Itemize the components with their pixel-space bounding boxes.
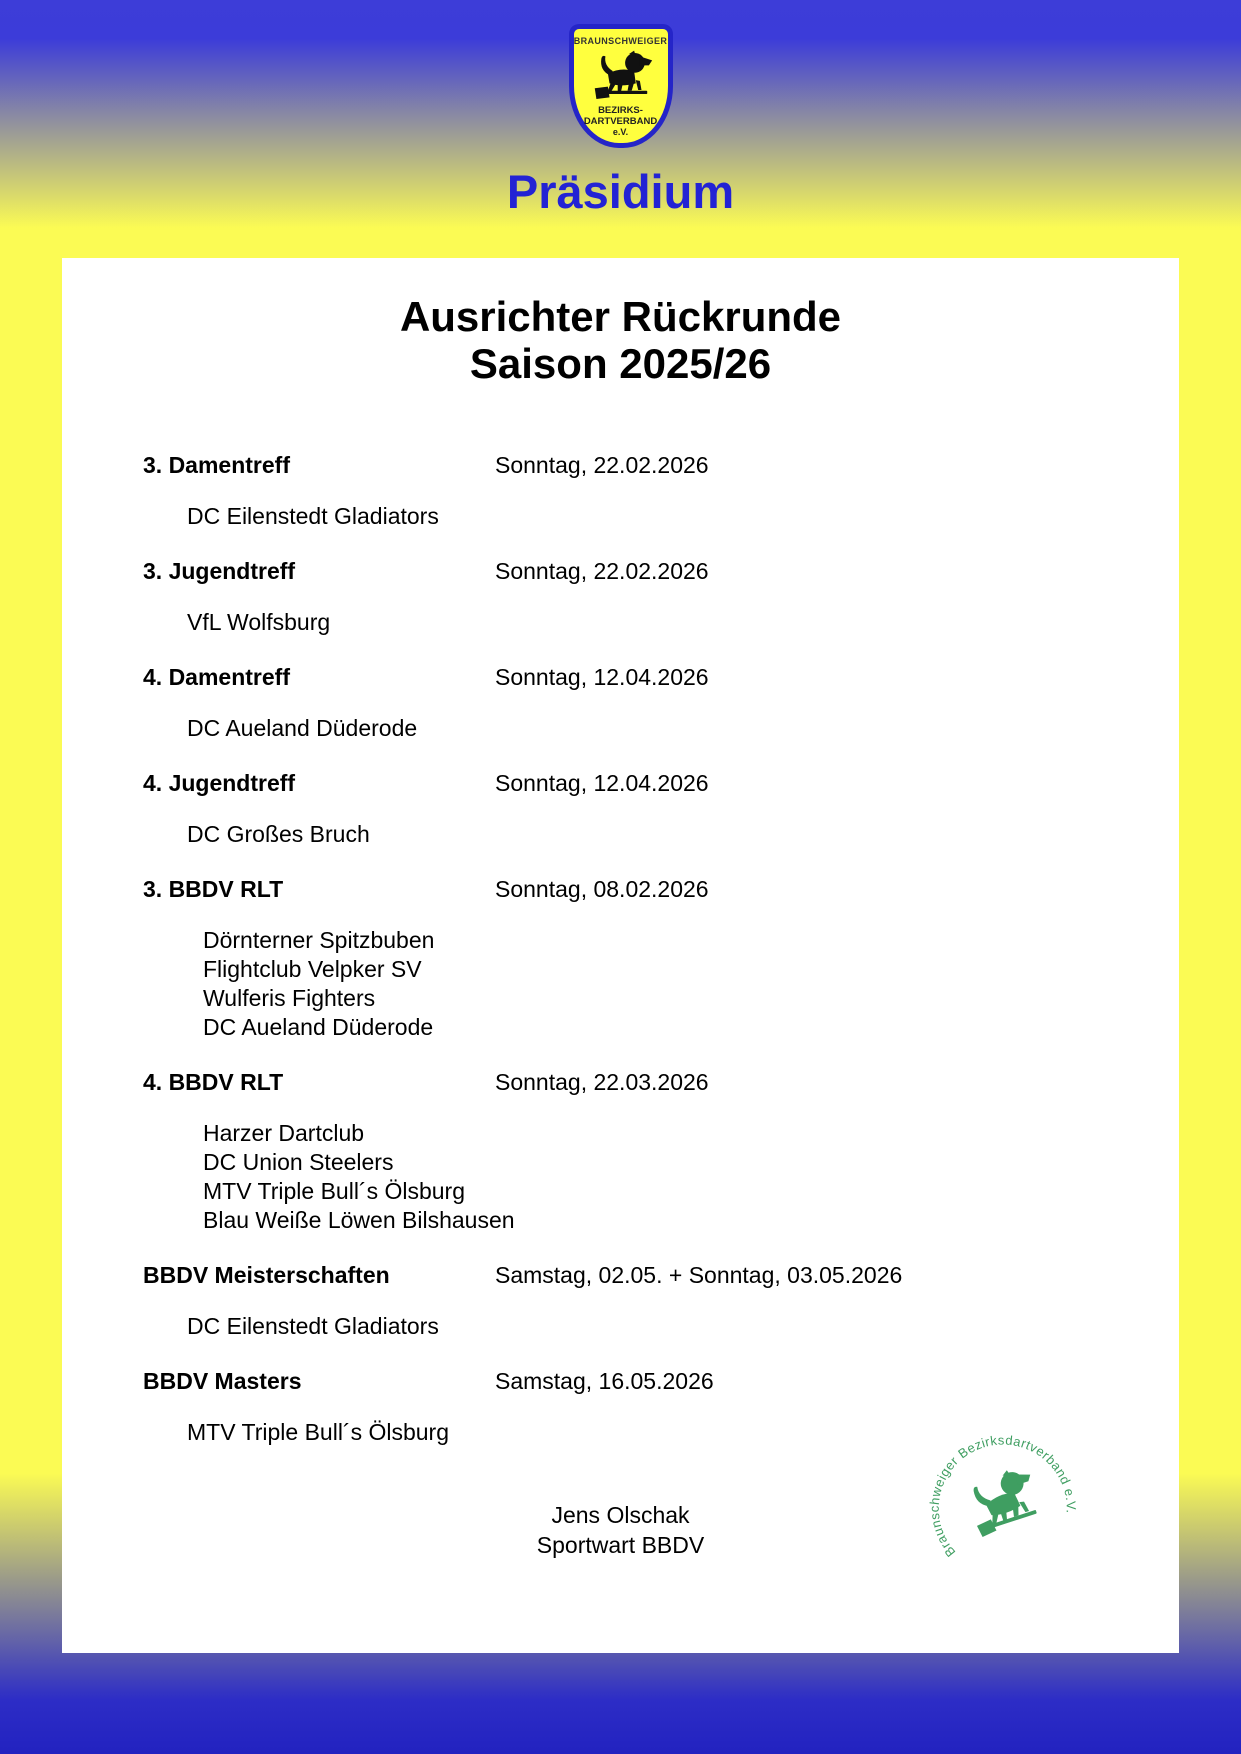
host-club: Harzer Dartclub <box>203 1120 365 1146</box>
event-row <box>143 876 1089 904</box>
event-label: 3. BBDV RLT <box>143 876 284 902</box>
event-hosts <box>187 1312 1089 1341</box>
event-date: Sonntag, 12.04.2026 <box>495 770 709 796</box>
lion-dart-icon <box>580 47 662 105</box>
event-label: 4. Jugendtreff <box>143 770 296 796</box>
stamp-text: Braunschweiger Bezirksdartverband e.V. <box>926 1432 1079 1560</box>
host-club: DC Eilenstedt Gladiators <box>187 503 439 529</box>
event-row <box>143 664 1089 692</box>
host-club: Wulferis Fighters <box>203 985 376 1011</box>
event-label: 3. Jugendtreff <box>143 558 296 584</box>
event-row <box>143 770 1089 798</box>
shield-icon <box>569 24 673 148</box>
event-date: Samstag, 02.05. + Sonntag, 03.05.2026 <box>495 1262 903 1288</box>
event-row <box>143 452 1089 480</box>
host-club: VfL Wolfsburg <box>187 609 331 635</box>
event-block <box>143 664 1089 743</box>
signature-name: Jens Olschak <box>551 1502 690 1528</box>
event-date: Sonntag, 08.02.2026 <box>495 876 709 902</box>
event-label: BBDV Masters <box>143 1368 302 1394</box>
stamp-lion-icon <box>963 1464 1044 1538</box>
event-hosts <box>187 820 1089 849</box>
event-hosts <box>203 1119 1089 1235</box>
event-block <box>143 876 1089 1042</box>
signature-role: Sportwart BBDV <box>536 1532 705 1558</box>
event-hosts <box>187 714 1089 743</box>
event-date: Samstag, 16.05.2026 <box>495 1368 714 1394</box>
event-date: Sonntag, 22.03.2026 <box>495 1069 709 1095</box>
event-block <box>143 452 1089 531</box>
svg-text:Braunschweiger Bezirksdartverb <box>920 1420 1080 1562</box>
page-heading: Präsidium <box>506 165 735 218</box>
document-title <box>62 293 1179 387</box>
event-label: 4. BBDV RLT <box>143 1069 284 1095</box>
host-club: DC Aueland Düderode <box>203 1014 434 1040</box>
event-block <box>143 1262 1089 1341</box>
event-row <box>143 1262 1089 1290</box>
event-label: BBDV Meisterschaften <box>143 1262 390 1288</box>
event-hosts <box>187 608 1089 637</box>
document-title-line1: Ausrichter Rückrunde <box>399 293 842 340</box>
logo-text-ev: e.V. <box>612 127 629 137</box>
document-title-line2: Saison 2025/26 <box>469 340 772 387</box>
event-label: 3. Damentreff <box>143 452 290 478</box>
event-row <box>143 1368 1089 1396</box>
event-date: Sonntag, 12.04.2026 <box>495 664 709 690</box>
logo-text-bezirks: BEZIRKS- <box>598 105 643 116</box>
event-hosts <box>187 502 1089 531</box>
event-block <box>143 558 1089 637</box>
bbdv-logo <box>0 24 1241 148</box>
event-row <box>143 558 1089 586</box>
event-label: 4. Damentreff <box>143 664 290 690</box>
host-club: MTV Triple Bull´s Ölsburg <box>203 1178 466 1204</box>
host-club: DC Union Steelers <box>203 1149 394 1175</box>
host-club: Flightclub Velpker SV <box>203 956 422 982</box>
host-club: DC Aueland Düderode <box>187 715 418 741</box>
logo-text-dartverband: DARTVERBAND <box>583 116 658 127</box>
event-block <box>143 1069 1089 1235</box>
event-date: Sonntag, 22.02.2026 <box>495 452 709 478</box>
event-hosts <box>203 926 1089 1042</box>
host-club: Blau Weiße Löwen Bilshausen <box>203 1207 515 1233</box>
event-row <box>143 1069 1089 1097</box>
event-list <box>143 452 1089 1447</box>
event-block <box>143 770 1089 849</box>
content-sheet <box>62 258 1179 1653</box>
host-club: DC Großes Bruch <box>187 821 370 847</box>
logo-text-top: BRAUNSCHWEIGER <box>573 36 668 46</box>
host-club: Dörnterner Spitzbuben <box>203 927 435 953</box>
host-club: MTV Triple Bull´s Ölsburg <box>187 1419 450 1445</box>
event-date: Sonntag, 22.02.2026 <box>495 558 709 584</box>
association-stamp <box>920 1420 1080 1580</box>
host-club: DC Eilenstedt Gladiators <box>187 1313 439 1339</box>
